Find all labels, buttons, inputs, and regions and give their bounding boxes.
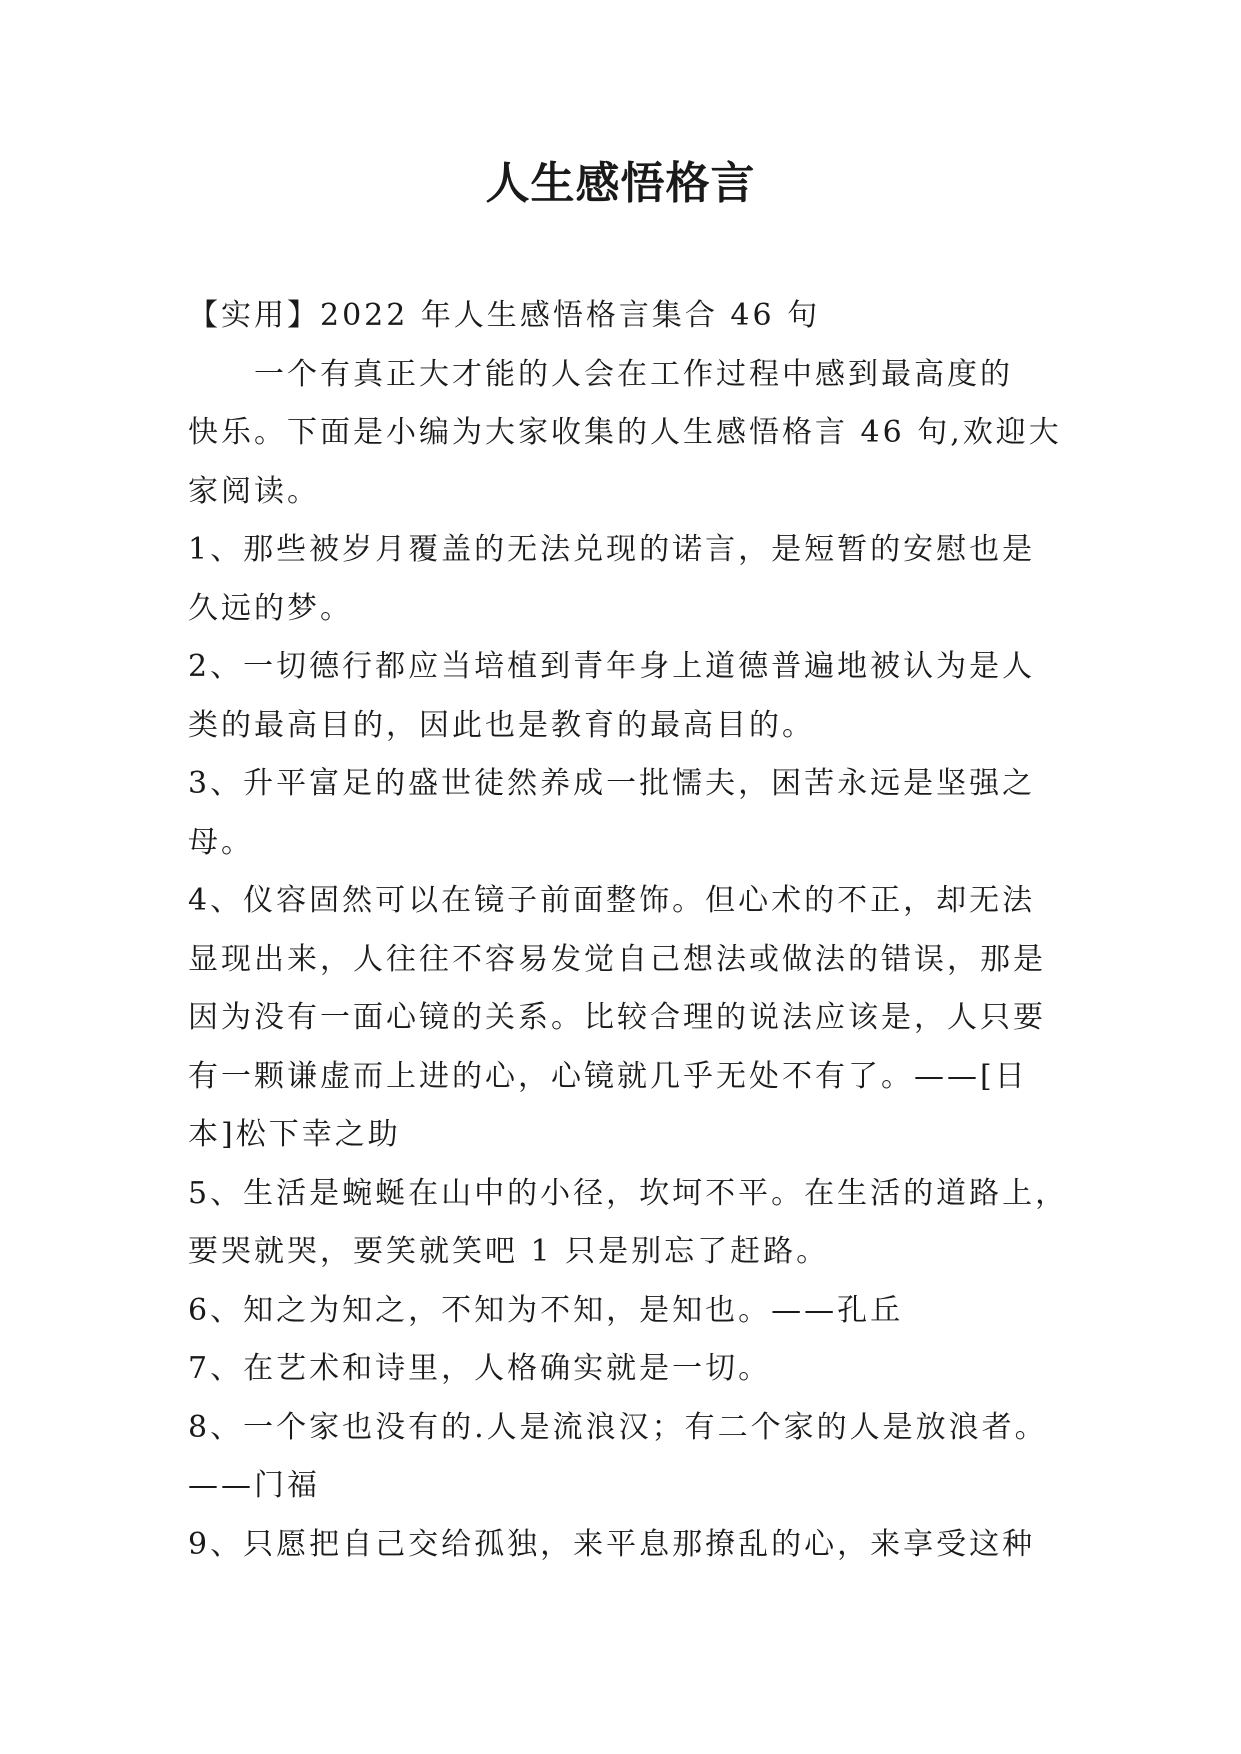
document-title: 人生感悟格言 <box>485 158 756 209</box>
body-line-intro-2: 快乐。下面是小编为大家收集的人生感悟格言 46 句,欢迎大 <box>188 415 1062 450</box>
document-body <box>188 287 1068 1574</box>
body-line-quote-5b: 要哭就哭，要笑就笑吧 1 只是别忘了赶路。 <box>188 1234 830 1269</box>
body-line-quote-8a: 8、一个家也没有的.人是流浪汉；有二个家的人是放浪者。 <box>188 1409 1048 1445</box>
body-line-quote-4d: 有一颗谦虚而上进的心，心镜就几乎无处不有了。——[日 <box>188 1058 1028 1094</box>
body-line-quote-2a: 2、一切德行都应当培植到青年身上道德普遍地被认为是人 <box>188 649 1036 684</box>
body-line-quote-7: 7、在艺术和诗里，人格确实就是一切。 <box>188 1351 772 1386</box>
body-line-quote-1a: 1、那些被岁月覆盖的无法兑现的诺言，是短暂的安慰也是 <box>188 532 1036 567</box>
body-line-subtitle: 【实用】2022 年人生感悟格言集合 46 句 <box>188 298 821 333</box>
body-line-quote-3a: 3、升平富足的盛世徒然养成一批懦夫，困苦永远是坚强之 <box>188 766 1036 801</box>
body-line-quote-4a: 4、仪容固然可以在镜子前面整饰。但心术的不正，却无法 <box>188 883 1036 918</box>
body-line-intro-3: 家阅读。 <box>188 473 320 509</box>
body-line-quote-4c: 因为没有一面心镜的关系。比较合理的说法应该是，人只要 <box>188 1000 1046 1035</box>
body-line-quote-1b: 久远的梦。 <box>188 590 353 626</box>
body-line-quote-4b: 显现出来，人往往不容易发觉自己想法或做法的错误，那是 <box>188 941 1046 977</box>
body-line-quote-2b: 类的最高目的，因此也是教育的最高目的。 <box>188 707 815 743</box>
body-line-quote-9a: 9、只愿把自己交给孤独，来平息那撩乱的心，来享受这种 <box>188 1526 1036 1562</box>
body-line-quote-8b: ——门福 <box>188 1468 320 1503</box>
body-line-quote-5a: 5、生活是蜿蜒在山中的小径，坎坷不平。在生活的道路上， <box>188 1175 1069 1211</box>
body-line-intro-1: 一个有真正大才能的人会在工作过程中感到最高度的 <box>188 356 1013 392</box>
body-line-quote-4e: 本]松下幸之助 <box>188 1117 401 1152</box>
body-line-quote-3b: 母。 <box>188 824 254 860</box>
body-line-quote-6: 6、知之为知之，不知为不知，是知也。——孔丘 <box>188 1292 904 1328</box>
